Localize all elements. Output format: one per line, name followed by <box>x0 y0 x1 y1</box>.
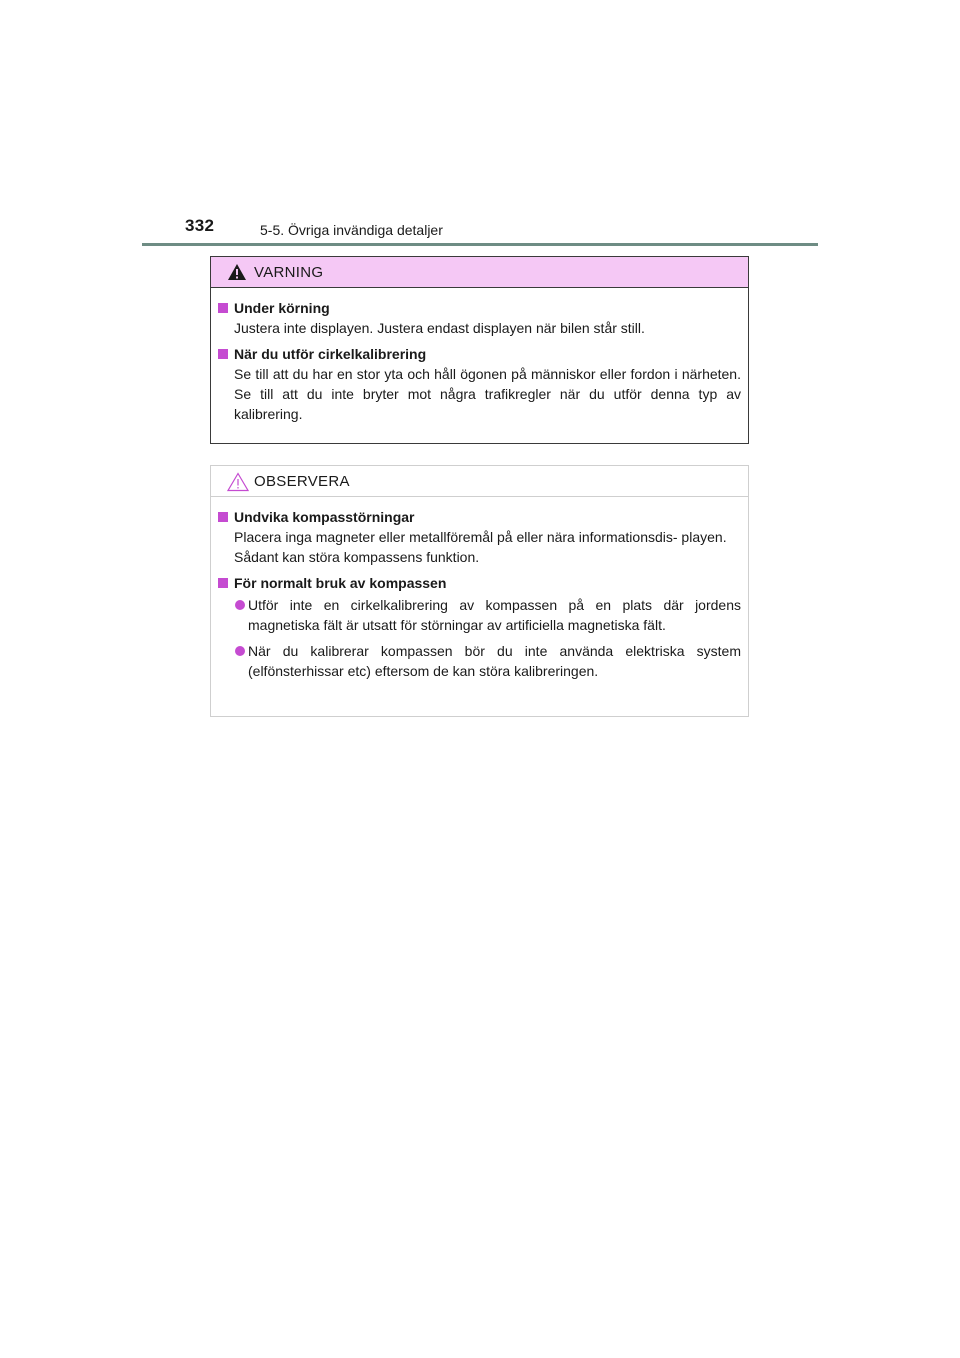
square-bullet-icon <box>218 349 228 359</box>
notice-item-title: För normalt bruk av kompassen <box>234 575 447 591</box>
notice-bullet-text: När du kalibrerar kompassen bör du inte använda elektriska system (elfönsterhissar etc) eftersom de kan störa kalibreringen. <box>248 643 741 679</box>
warning-triangle-icon <box>227 263 247 281</box>
notice-item-text: Placera inga magneter eller metallföremål på eller nära informationsdis- playen. <box>234 529 727 545</box>
warning-body <box>211 288 748 424</box>
notice-bullet <box>218 595 741 635</box>
caution-triangle-outline-icon <box>227 472 249 492</box>
notice-item-title: Undvika kompasstörningar <box>234 509 415 525</box>
warning-item-title: Under körning <box>234 300 330 316</box>
notice-bullet <box>218 641 741 681</box>
square-bullet-icon <box>218 578 228 588</box>
notice-item <box>218 573 741 681</box>
warning-box <box>210 256 749 444</box>
page-number: 332 <box>185 216 215 235</box>
header-divider <box>142 243 818 246</box>
square-bullet-icon <box>218 303 228 313</box>
warning-item-title: När du utför cirkelkalibrering <box>234 346 427 362</box>
warning-item <box>218 298 741 338</box>
page-header <box>0 0 960 250</box>
warning-item <box>218 344 741 424</box>
round-bullet-icon <box>235 646 245 656</box>
notice-box <box>210 465 749 717</box>
warning-item-text: Se till att du har en stor yta och håll ögonen på människor eller fordon i närheten. Se till att du inte bryter mot några trafikregler när du utför denna typ av kalibrering. <box>234 366 741 422</box>
square-bullet-icon <box>218 512 228 522</box>
notice-title: OBSERVERA <box>254 473 350 490</box>
section-title: 5-5. Övriga invändiga detaljer <box>260 222 443 238</box>
warning-title: VARNING <box>254 264 324 281</box>
warning-item-text: Justera inte displayen. Justera endast displayen när bilen står still. <box>234 320 645 336</box>
notice-box-header <box>211 466 748 497</box>
notice-body <box>211 497 748 681</box>
notice-bullet-text: Utför inte en cirkelkalibrering av kompassen på en plats där jordens magnetiska fält är utsatt för störningar av artificiella magnetiska fält. <box>248 597 741 633</box>
round-bullet-icon <box>235 600 245 610</box>
notice-item-text: Sådant kan störa kompassens funktion. <box>234 549 480 565</box>
warning-box-header <box>211 257 748 288</box>
notice-item <box>218 507 741 567</box>
